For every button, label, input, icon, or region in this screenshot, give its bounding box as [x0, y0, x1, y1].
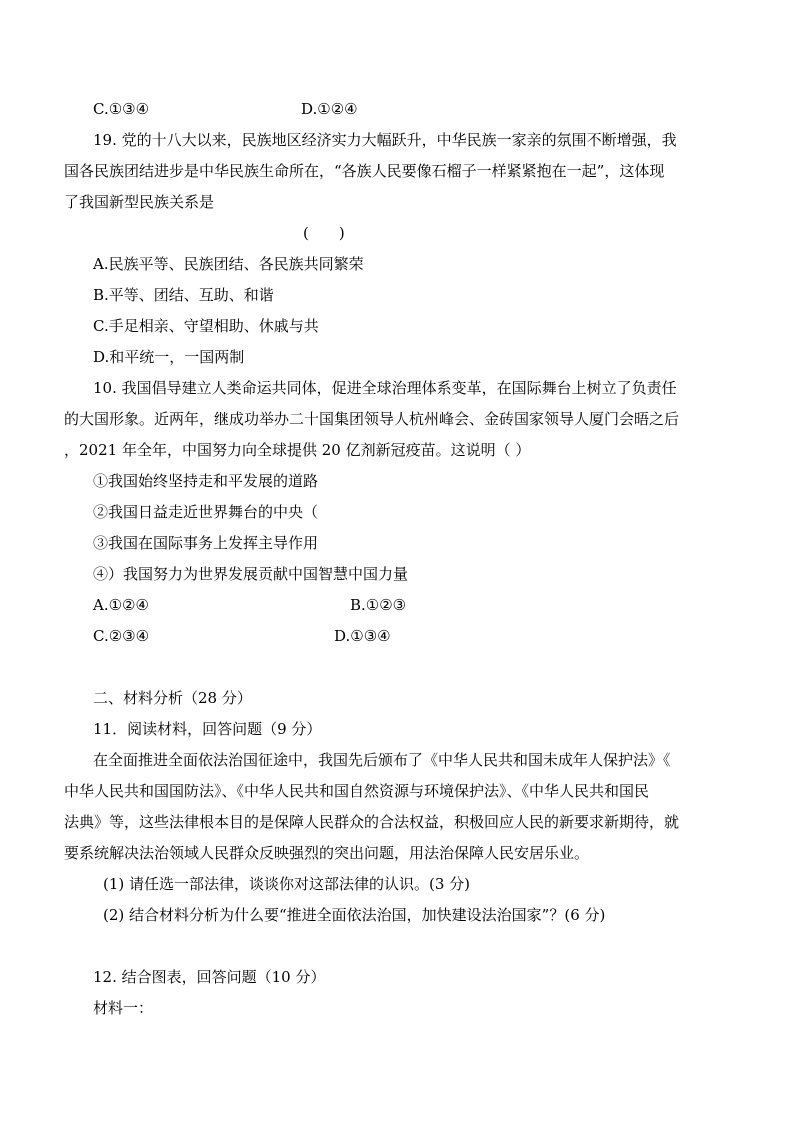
q11-material-line-3: 法典》等，这些法律根本目的是保障人民群众的合法权益，积极回应人民的新要求新期待，就 — [64, 813, 680, 831]
q11-material-line-1: 在全面推进全面依法治国征途中，我国先后颁布了《中华人民共和国未成年人保护法》《 — [93, 751, 671, 769]
q10-item-2: ②我国日益走近世界舞台的中央（ — [93, 503, 319, 521]
q19-stem-line-1: 19. 党的十八大以来，民族地区经济实力大幅跃升，中华民族一家亲的氛围不断增强，我 — [93, 131, 677, 149]
q10-stem-line-1: 10. 我国倡导建立人类命运共同体，促进全球治理体系变革，在国际舞台上树立了负责任 — [93, 379, 677, 397]
q11-material-line-4: 要系统解决法治领域人民群众反映强烈的突出问题，用法治保障人民安居乐业。 — [64, 844, 590, 862]
q12-title: 12. 结合图表，回答问题（10 分） — [93, 968, 326, 986]
q10-option-a: A.①②④ — [93, 596, 149, 614]
q19-option-d: D.和平统一，一国两制 — [93, 348, 245, 366]
q19-stem-line-3: 了我国新型民族关系是 — [64, 193, 215, 211]
q11-sub-question-2: (2) 结合材料分析为什么要“推进全面依法治国，加快建设法治国家”？(6 分) — [103, 906, 606, 924]
q19-answer-blank: ( ) — [303, 224, 345, 242]
q19-option-c: C.手足相亲、守望相助、休戚与共 — [93, 317, 319, 335]
q11-material-line-2: 中华人民共和国国防法》、《中华人民共和国自然资源与环境保护法》、《中华人民共和国民 — [64, 782, 650, 800]
section-heading: 二、材料分析（28 分） — [93, 689, 252, 707]
q10-option-c: C.②③④ — [93, 627, 150, 645]
q10-item-3: ③我国在国际事务上发挥主导作用 — [93, 534, 319, 552]
q10-option-d: D.①③④ — [334, 627, 391, 645]
q10-item-4: ④）我国努力为世界发展贡献中国智慧中国力量 — [93, 565, 409, 583]
q19-option-b: B.平等、团结、互助、和谐 — [93, 286, 274, 304]
q10-item-1: ①我国始终坚持走和平发展的道路 — [93, 472, 319, 490]
q19-option-a: A.民族平等、民族团结、各民族共同繁荣 — [93, 255, 364, 273]
q10-stem-line-2: 的大国形象。近两年，继成功举办二十国集团领导人杭州峰会、金砖国家领导人厦门会晤之后 — [64, 410, 680, 428]
q10-stem-line-3: ，2021 年全年，中国努力向全球提供 20 亿剂新冠疫苗。这说明（ ） — [64, 441, 531, 459]
q10-option-b: B.①②③ — [350, 596, 407, 614]
q11-title: 11．阅读材料，回答问题（9 分） — [93, 720, 322, 738]
q18-option-c: C.①③④ — [93, 100, 150, 118]
q18-option-d: D.①②④ — [301, 100, 358, 118]
q19-stem-line-2: 国各民族团结进步是中华民族生命所在，“各族人民要像石榴子一样紧紧抱在一起”，这体现 — [64, 162, 665, 180]
q11-sub-question-1: (1) 请任选一部法律，谈谈你对这部法律的认识。(3 分) — [103, 875, 471, 893]
q12-material-label: 材料一： — [93, 999, 154, 1017]
